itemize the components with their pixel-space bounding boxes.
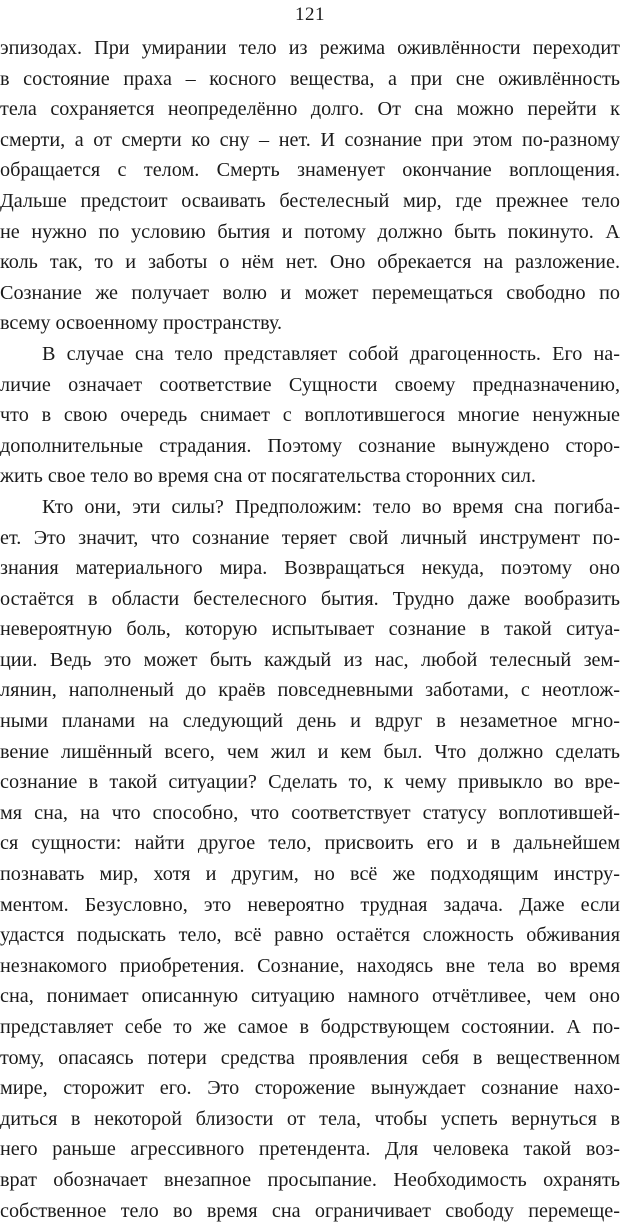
text-line: ными планами на следующий день и вдруг в незаметное мгно- [0, 710, 620, 733]
text-line: представляет себе то же самое в бодрствующем состоянии. А по- [0, 1016, 620, 1038]
text-line: Сознание же получает волю и может перемещаться свободно по [0, 281, 620, 304]
text-line: тому, опасаясь потери средства проявления себя в вещественном [0, 1046, 620, 1069]
text-line: удастся подыскать тело, всё равно остаётся сложность обживания [0, 924, 620, 947]
text-line: что в свою очередь снимает с воплотившегося многие ненужные [0, 404, 620, 427]
text-line: лянин, наполненый до краёв повседневными заботами, с неотлож- [0, 679, 620, 702]
text-line: тела сохраняется неопределённо долго. От сна можно перейти к [0, 98, 620, 121]
text-line: смерти, а от смерти ко сну – нет. И сознание при этом по-разному [0, 128, 620, 151]
text-line: дополнительные страдания. Поэтому сознание вынуждено сторо- [0, 434, 620, 457]
text-line: коль так, то и заботы о нём нет. Оно обрекается на разложение. [0, 251, 620, 274]
text-line: не нужно по условию бытия и потому должно быть покинуто. А [0, 220, 620, 243]
text-line: собственное тело во время сна ограничивает свободу перемеще- [0, 1199, 620, 1222]
text-line: незнакомого приобретения. Сознание, находясь вне тела во время [0, 954, 620, 977]
text-line: вение лишённый всего, чем жил и кем был. Что должно сделать [0, 740, 620, 763]
text-line: мя сна, на что способно, что соответствует статусу воплотившей- [0, 801, 620, 824]
text-line: познавать мир, хотя и другим, но всё же подходящим инстру- [0, 863, 620, 886]
paragraph-last-line: всему освоенному пространству. [0, 312, 283, 335]
page-text [0, 33, 620, 1226]
text-line: остаётся в области бестелесного бытия. Трудно даже вообразить [0, 587, 620, 610]
paragraph-first-line: Кто они, эти силы? Предположим: тело во время сна погиба- [42, 495, 620, 518]
text-line: ментом. Безусловно, это невероятно трудная задача. Даже если [0, 893, 620, 916]
text-line: него раньше агрессивного претендента. Для человека такой воз- [0, 1138, 620, 1161]
text-line: знания материального мира. Возвращаться некуда, поэтому оно [0, 557, 620, 580]
text-line: диться в некоторой близости от тела, чтобы успеть вернуться в [0, 1107, 620, 1130]
page-number: 121 [295, 4, 325, 25]
text-line: обращается с телом. Смерть знаменует окончание воплощения. [0, 159, 620, 182]
text-line: невероятную боль, которую испытывает сознание в такой ситуа- [0, 618, 620, 641]
paragraph-last-line: жить свое тело во время сна от посягательства сторонних сил. [0, 465, 536, 488]
text-line: ся сущности: найти другое тело, присвоить его и в дальнейшем [0, 832, 620, 855]
text-line: мире, сторожит его. Это сторожение вынуждает сознание нахо- [0, 1077, 620, 1100]
text-line: врат обозначает внезапное просыпание. Необходимость охранять [0, 1168, 620, 1191]
text-line: ции. Ведь это может быть каждый из нас, любой телесный зем- [0, 648, 620, 671]
text-line: Дальше предстоит осваивать бестелесный мир, где прежнее тело [0, 189, 620, 212]
text-line: эпизодах. При умирании тело из режима оживлённости переходит [0, 37, 620, 59]
text-line: сознание в такой ситуации? Сделать то, к чему привыкло во вре- [0, 771, 620, 794]
paragraph-first-line: В случае сна тело представляет собой драгоценность. Его на- [42, 342, 620, 365]
text-line: в состояние праха – косного вещества, а при сне оживлённость [0, 67, 620, 90]
text-line: личие означает соответствие Сущности своему предназначению, [0, 373, 620, 396]
text-line: ет. Это значит, что сознание теряет свой личный инструмент по- [0, 526, 620, 549]
text-line: сна, понимает описанную ситуацию намного отчётливее, чем оно [0, 985, 620, 1008]
